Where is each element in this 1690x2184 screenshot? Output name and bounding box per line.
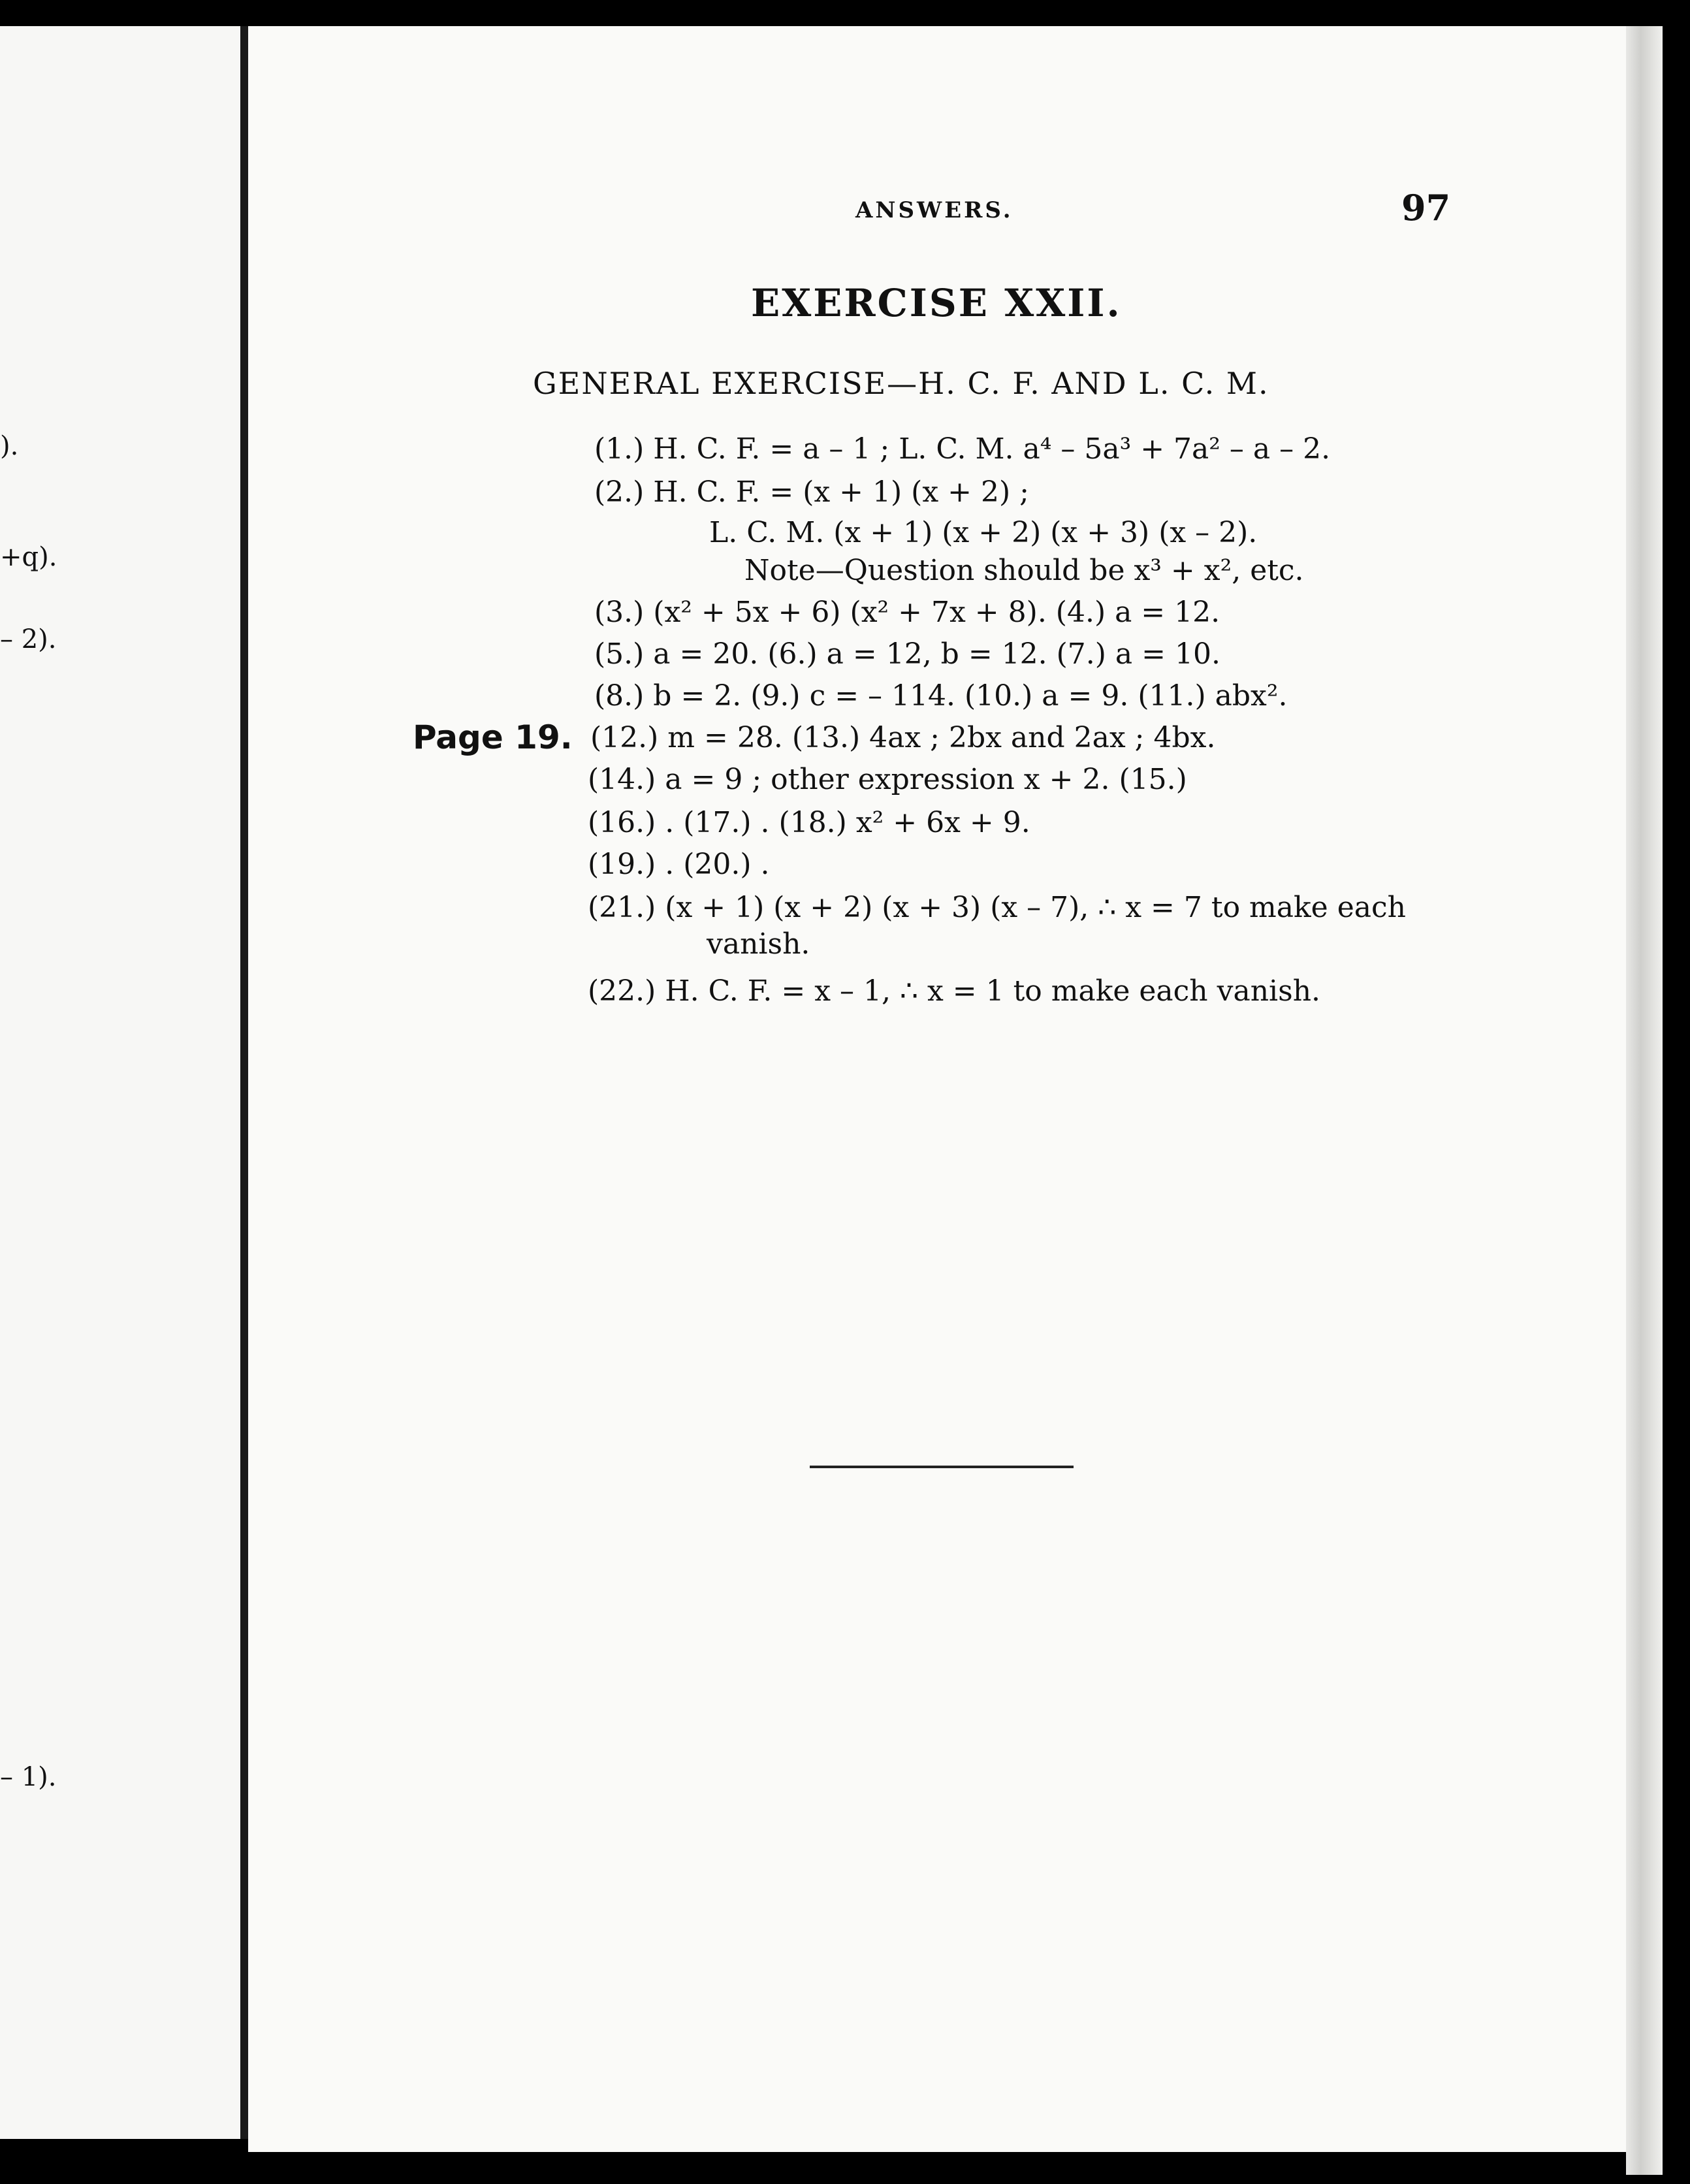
answer-line: (5.) a = 20. (6.) a = 12, b = 12. (7.) a = 10. [594, 637, 1220, 671]
answer-line: (14.) a = 9 ; other expression x + 2. (15.) [588, 763, 1187, 796]
answer-line: vanish. [707, 927, 810, 961]
answer-line: (22.) H. C. F. = x – 1, ∴ x = 1 to make each vanish. [588, 974, 1321, 1008]
left-fragment: – 1). [0, 1762, 57, 1792]
answer-line: (3.) (x² + 5x + 6) (x² + 7x + 8). (4.) a = 12. [594, 596, 1220, 629]
answer-line: L. C. M. (x + 1) (x + 2) (x + 3) (x – 2). [709, 516, 1258, 549]
answer-line: (19.) . (20.) . [588, 848, 770, 881]
answer-line: (2.) H. C. F. = (x + 1) (x + 2) ; [594, 475, 1029, 509]
footer-rule [810, 1466, 1074, 1468]
right-page [248, 26, 1659, 2152]
answer-line: (8.) b = 2. (9.) c = – 114. (10.) a = 9. (11.) abx². [594, 679, 1288, 713]
page-edge [1626, 26, 1663, 2175]
page-number: 97 [1401, 187, 1451, 229]
left-page [0, 26, 243, 2139]
answer-line: (12.) m = 28. (13.) 4ax ; 2bx and 2ax ; 4bx. [590, 721, 1216, 754]
left-fragment: ). [0, 431, 19, 461]
answer-line: (16.) . (17.) . (18.) x² + 6x + 9. [588, 806, 1030, 839]
left-fragment: +q). [0, 542, 57, 572]
answer-line: (21.) (x + 1) (x + 2) (x + 3) (x – 7), ∴ x = 7 to make each [588, 891, 1406, 924]
page-reference-label: Page 19. [413, 718, 573, 756]
answer-line: Note—Question should be x³ + x², etc. [744, 554, 1304, 587]
section-title: GENERAL EXERCISE—H. C. F. AND L. C. M. [533, 366, 1269, 401]
answer-line: (1.) H. C. F. = a – 1 ; L. C. M. a⁴ – 5a³ + 7a² – a – 2. [594, 432, 1331, 466]
left-fragment: – 2). [0, 624, 57, 654]
running-header: ANSWERS. [855, 197, 1013, 223]
page-gutter [240, 26, 248, 2139]
exercise-title: EXERCISE XXII. [751, 281, 1122, 325]
